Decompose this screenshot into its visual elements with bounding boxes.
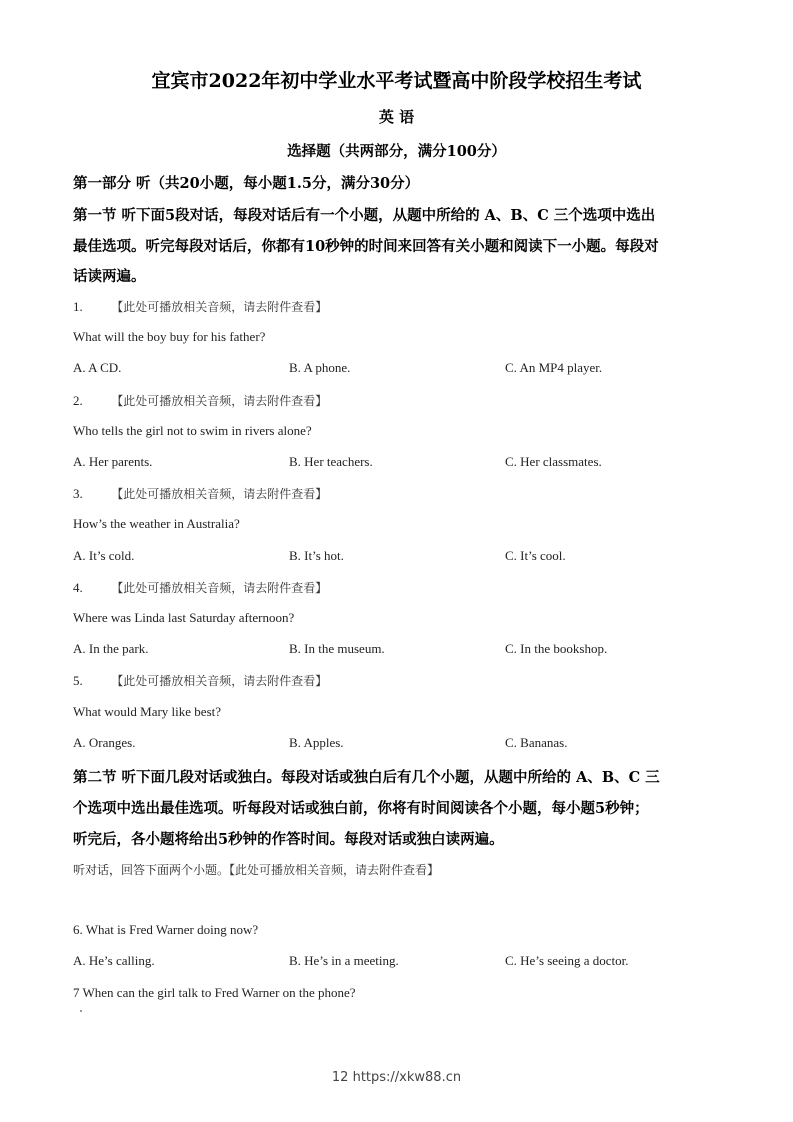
exam-title: 宜宾市2022年初中学业水平考试暨高中阶段学校招生考试 (151, 70, 642, 92)
sec2-intro-text: 听对话，回答下面两个小题。 (73, 863, 230, 877)
question-1-option-c: C. An MP4 player. (505, 360, 603, 375)
question-2-option-a: A. Her parents. (73, 454, 153, 469)
question-2-text: Who tells the girl not to swim in rivers alone? (73, 423, 312, 438)
question-3-option-c: C. It’s cool. (505, 548, 566, 563)
question-2-option-c: C. Her classmates. (505, 454, 602, 469)
question-1-option-a: A. A CD. (73, 360, 122, 375)
audio-note[interactable]: 【此处可播放相关音频，请去附件查看】 (111, 394, 328, 408)
subject-title: 英 语 (378, 108, 415, 126)
sec1-instructions-line3: 话读两遍。 (73, 268, 146, 285)
question-3-text: How’s the weather in Australia? (73, 516, 240, 531)
question-6-option-c: C. He’s seeing a doctor. (505, 953, 629, 968)
question-number: 3. (73, 486, 83, 501)
sec1-instructions-line1: 第一节 听下面5段对话，每段对话后有一个小题，从题中所给的 A、B、C 三个选项中选出 (73, 207, 656, 224)
question-4-option-a: A. In the park. (73, 641, 149, 656)
question-5-option-c: C. Bananas. (505, 735, 568, 750)
sec1-instructions-line2: 最佳选项。听完每段对话后，你都有10秒钟的时间来回答有关小题和阅读下一小题。每段对 (73, 238, 659, 255)
audio-note[interactable]: 【此处可播放相关音频，请去附件查看】 (111, 674, 328, 688)
question-5-option-a: A. Oranges. (73, 735, 136, 750)
question-number: 2. (73, 393, 83, 408)
sec2-intro (73, 861, 439, 879)
scan-speck (80, 1010, 82, 1012)
sec2-instructions-line2: 个选项中选出最佳选项。听每段对话或独白前，你将有时间阅读各个小题，每小题5秒钟； (73, 800, 649, 817)
question-number: 1. (73, 299, 83, 314)
question-2-audio (73, 392, 327, 409)
audio-note[interactable]: 【此处可播放相关音频，请去附件查看】 (111, 300, 328, 314)
audio-note[interactable]: 【此处可播放相关音频，请去附件查看】 (111, 581, 328, 595)
question-2-option-b: B. Her teachers. (289, 454, 373, 469)
question-6-option-a: A. He’s calling. (73, 953, 155, 968)
question-5-text: What would Mary like best? (73, 704, 222, 719)
question-1-text: What will the boy buy for his father? (73, 329, 266, 344)
sec2-instructions-line1: 第二节 听下面几段对话或独白。每段对话或独白后有几个小题，从题中所给的 A、B、C 三 (73, 769, 660, 786)
audio-note[interactable]: 【此处可播放相关音频，请去附件查看】 (111, 487, 328, 501)
question-3-option-b: B. It’s hot. (289, 548, 344, 563)
section-note: 选择题（共两部分，满分100分） (287, 143, 506, 160)
question-1-audio (73, 298, 327, 315)
page-footer: 12 https://xkw88.cn (331, 1070, 462, 1085)
question-number: 5. (73, 673, 83, 688)
question-number: 4. (73, 580, 83, 595)
audio-note[interactable]: 【此处可播放相关音频，请去附件查看】 (229, 863, 440, 877)
question-6-text: 6. What is Fred Warner doing now? (73, 922, 259, 937)
question-5-option-b: B. Apples. (289, 735, 344, 750)
question-4-option-c: C. In the bookshop. (505, 641, 608, 656)
sec2-instructions-line3: 听完后，各小题将给出5秒钟的作答时间。每段对话或独白读两遍。 (73, 831, 504, 848)
question-3-audio (73, 485, 327, 502)
question-3-option-a: A. It’s cold. (73, 548, 135, 563)
question-1-option-b: B. A phone. (289, 360, 351, 375)
question-4-text: Where was Linda last Saturday afternoon? (73, 610, 295, 625)
question-6-option-b: B. He’s in a meeting. (289, 953, 399, 968)
question-4-audio (73, 579, 327, 596)
question-4-option-b: B. In the museum. (289, 641, 385, 656)
part1-heading: 第一部分 听（共20小题，每小题1.5分，满分30分） (73, 175, 420, 192)
question-5-audio (73, 672, 327, 689)
question-7-text: 7 When can the girl talk to Fred Warner on the phone? (73, 985, 356, 1000)
